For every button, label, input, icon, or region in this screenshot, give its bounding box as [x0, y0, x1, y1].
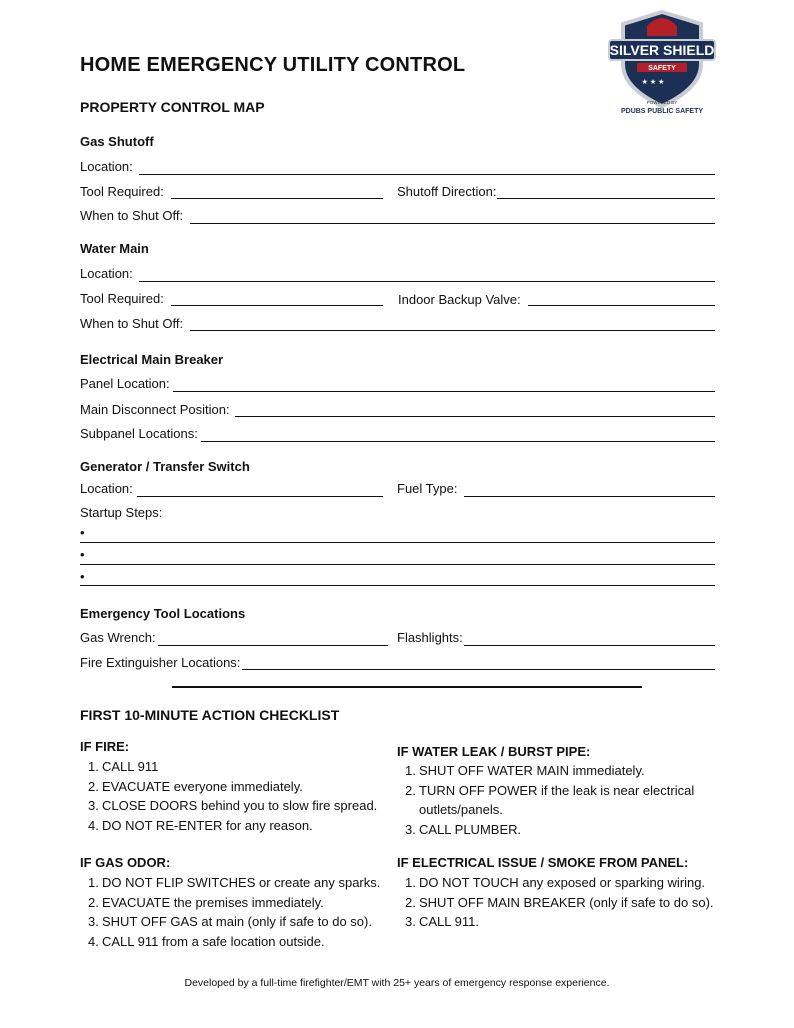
water-backup-label: Indoor Backup Valve:: [398, 292, 521, 307]
generator-location-field[interactable]: [137, 496, 383, 497]
startup-steps-label: Startup Steps:: [80, 505, 163, 520]
svg-text:★ ★ ★: ★ ★ ★: [641, 79, 665, 86]
section-divider: [172, 686, 642, 688]
gas-when-field[interactable]: [190, 223, 715, 224]
footer-note: Developed by a full-time firefighter/EMT with 25+ years of emergency response experience.: [184, 977, 610, 989]
fire-block: [80, 739, 390, 835]
gas-direction-label: Shutoff Direction:: [397, 184, 497, 199]
list-item: 2. TURN OFF POWER if the leak is near electrical outlets/panels.: [405, 782, 695, 817]
gas-odor-heading: IF GAS ODOR:: [80, 855, 171, 870]
flashlights-field[interactable]: [464, 645, 715, 646]
gas-odor-steps: [80, 873, 400, 951]
subpanel-label: Subpanel Locations:: [80, 426, 198, 441]
fire-heading: IF FIRE:: [80, 739, 130, 754]
panel-location-field[interactable]: [173, 391, 715, 392]
gas-wrench-field[interactable]: [158, 645, 388, 646]
startup-step-3-field[interactable]: [80, 585, 715, 586]
water-backup-field[interactable]: [528, 305, 715, 306]
subpanel-field[interactable]: [201, 441, 715, 442]
fuel-type-field[interactable]: [464, 496, 715, 497]
disconnect-label: Main Disconnect Position:: [80, 402, 230, 417]
extinguisher-field[interactable]: [242, 669, 715, 670]
gas-location-label: Location:: [80, 159, 133, 174]
generator-location-label: Location:: [80, 481, 133, 496]
water-when-field[interactable]: [190, 330, 715, 331]
generator-section-heading: Generator / Transfer Switch: [80, 459, 250, 474]
gas-wrench-label: Gas Wrench:: [80, 630, 156, 645]
water-section-heading: Water Main: [80, 241, 149, 256]
list-item: 2. SHUT OFF MAIN BREAKER (only if safe to do so).: [405, 894, 714, 910]
extinguisher-label: Fire Extinguisher Locations:: [80, 655, 241, 670]
electrical-issue-steps: [397, 873, 727, 932]
water-location-field[interactable]: [139, 281, 715, 282]
page-title: HOME EMERGENCY UTILITY CONTROL: [80, 54, 466, 76]
panel-location-label: Panel Location:: [80, 376, 170, 391]
list-item: 2. EVACUATE the premises immediately.: [88, 894, 324, 910]
fuel-type-label: Fuel Type:: [397, 481, 458, 496]
svg-text:POWERED BY: POWERED BY: [646, 100, 678, 105]
checklist-title: FIRST 10-MINUTE ACTION CHECKLIST: [80, 707, 340, 723]
list-item: 3. CALL 911.: [405, 914, 479, 929]
list-item: 4. DO NOT RE-ENTER for any reason.: [88, 817, 313, 833]
gas-when-label: When to Shut Off:: [80, 208, 184, 223]
list-item: 1. DO NOT TOUCH any exposed or sparking wiring.: [405, 875, 706, 890]
gas-section-heading: Gas Shutoff: [80, 134, 154, 149]
startup-bullet-3: •: [80, 569, 85, 584]
startup-bullet-1: •: [80, 525, 85, 540]
tools-section-heading: Emergency Tool Locations: [80, 606, 246, 621]
page-subtitle: PROPERTY CONTROL MAP: [80, 99, 265, 115]
svg-text:PDUBS PUBLIC SAFETY: PDUBS PUBLIC SAFETY: [620, 108, 704, 115]
svg-text:SILVER SHIELD: SILVER SHIELD: [609, 42, 715, 58]
water-location-label: Location:: [80, 266, 133, 281]
list-item: 1. CALL 911: [88, 759, 159, 774]
gas-tool-field[interactable]: [171, 198, 383, 199]
water-tool-label: Tool Required:: [80, 291, 164, 306]
gas-location-field[interactable]: [139, 174, 715, 175]
water-tool-field[interactable]: [171, 305, 383, 306]
list-item: 3. CALL PLUMBER.: [405, 821, 522, 837]
electrical-issue-block: [397, 855, 727, 932]
list-item: 4. CALL 911 from a safe location outside.: [88, 933, 325, 949]
list-item: 2. EVACUATE everyone immediately.: [88, 778, 303, 794]
startup-step-1-field[interactable]: [80, 542, 715, 543]
svg-text:SAFETY: SAFETY: [648, 65, 676, 72]
list-item: 1. DO NOT FLIP SWITCHES or create any sparks.: [88, 875, 381, 890]
silver-shield-logo: [603, 6, 721, 118]
electrical-section-heading: Electrical Main Breaker: [80, 352, 224, 367]
fire-steps: [80, 757, 390, 835]
gas-tool-label: Tool Required:: [80, 184, 164, 199]
startup-bullet-2: •: [80, 547, 85, 562]
electrical-issue-heading: IF ELECTRICAL ISSUE / SMOKE FROM PANEL:: [397, 855, 689, 870]
water-leak-heading: IF WATER LEAK / BURST PIPE:: [397, 744, 591, 759]
startup-step-2-field[interactable]: [80, 564, 715, 565]
flashlights-label: Flashlights:: [397, 630, 463, 645]
list-item: 3. SHUT OFF GAS at main (only if safe to do so).: [88, 914, 372, 929]
list-item: 3. CLOSE DOORS behind you to slow fire spread.: [88, 798, 378, 813]
gas-direction-field[interactable]: [497, 198, 715, 199]
water-leak-steps: [397, 761, 717, 839]
list-item: 1. SHUT OFF WATER MAIN immediately.: [405, 763, 645, 778]
water-leak-block: [397, 744, 717, 839]
disconnect-field[interactable]: [235, 416, 715, 417]
water-when-label: When to Shut Off:: [80, 316, 184, 331]
gas-odor-block: [80, 855, 400, 951]
